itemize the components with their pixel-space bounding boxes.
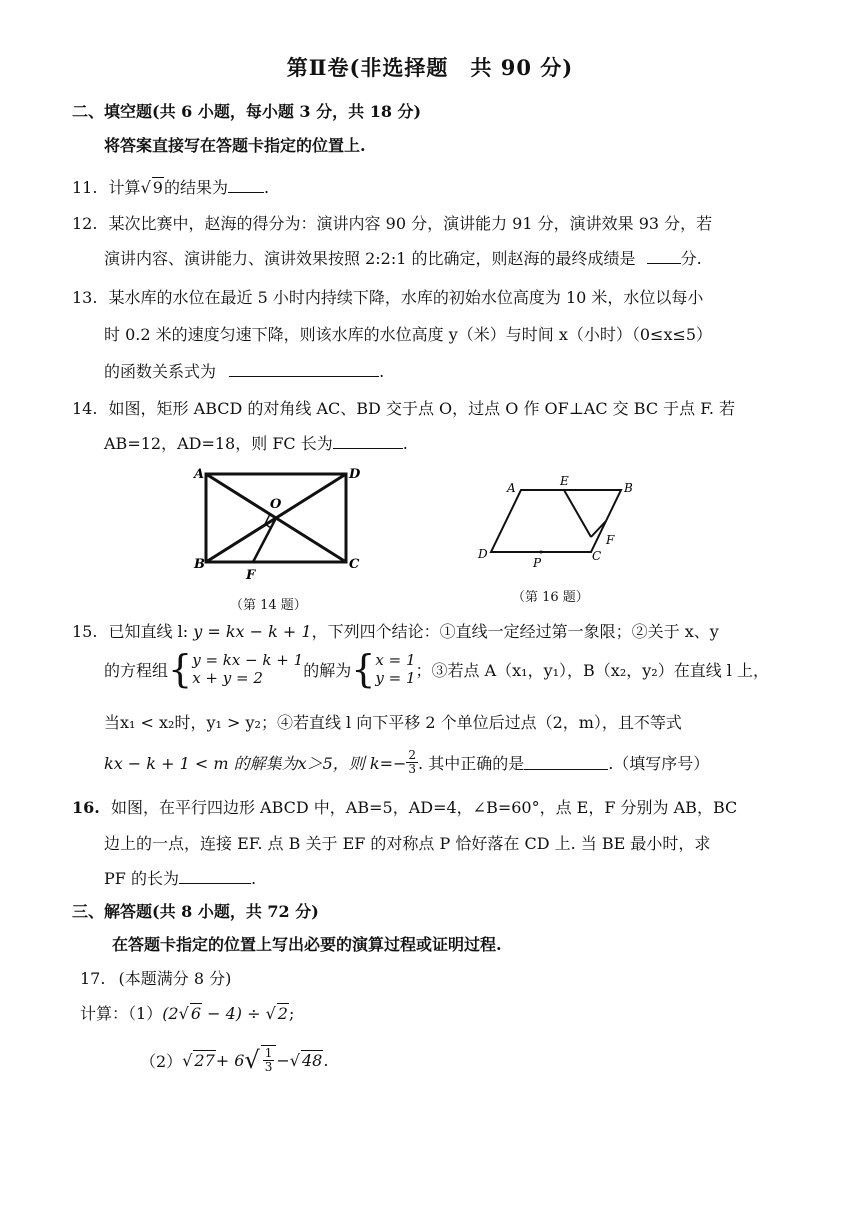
- question-17-part2: （2） √ 27 + 6 √ $\frac{1}{3}$ − √ 48 .: [140, 1046, 329, 1074]
- q16-number: 16.: [72, 798, 100, 817]
- q11-number: 11.: [72, 178, 98, 197]
- figure-16-caption: （第 16 题）: [512, 590, 589, 605]
- label-d: D: [349, 467, 361, 482]
- q12-answer-blank[interactable]: [647, 249, 681, 264]
- question-14-line1: 14. 如图，矩形 ABCD 的对角线 AC、BD 交于点 O，过点 O 作 OF⊥AC 交 BC 于点 F. 若: [72, 399, 736, 418]
- q13-answer-blank[interactable]: [229, 362, 379, 377]
- question-13-line3: 的函数关系式为 .: [104, 362, 385, 381]
- q17-fraction: $\frac{1}{3}$: [264, 1046, 273, 1074]
- label16-b: B: [624, 481, 633, 495]
- label16-a: A: [507, 481, 516, 495]
- question-16-line1: 16. 如图，在平行四边形 ABCD 中，AB=5，AD=4，∠B=60°，点 E，F 分别为 AB，BC: [72, 798, 738, 817]
- section2-instruction: 将答案直接写在答题卡指定的位置上.: [104, 136, 366, 155]
- question-12-line1: 12. 某次比赛中，赵海的得分为：演讲内容 90 分，演讲能力 91 分，演讲效果 93 分，若: [72, 214, 713, 233]
- label-o: O: [270, 497, 282, 512]
- figure-14-caption: （第 14 题）: [230, 598, 307, 613]
- question-14-line2: AB=12，AD=18，则 FC 长为 .: [104, 434, 408, 453]
- q14-number: 14.: [72, 399, 98, 418]
- q16-answer-blank[interactable]: [179, 869, 251, 884]
- question-13-line2: 时 0.2 米的速度匀速下降，则该水库的水位高度 y（米）与时间 x（小时）（0≤x≤5）: [104, 325, 713, 344]
- question-15-line1: 15. 已知直线 l: y = kx − k + 1，下列四个结论：①直线一定经过第一象限；②关于 x、y: [72, 622, 719, 641]
- figure-16-parallelogram: [470, 470, 640, 570]
- q15-number: 15.: [72, 622, 98, 641]
- question-11: 11. 计算√ 9的结果为 .: [72, 178, 270, 197]
- label16-c: C: [592, 549, 602, 563]
- label16-p: P: [533, 556, 542, 570]
- question-15-line4: kx − k + 1 < m 的解集为x＞5，则 k=− $\frac{2}{3}$ . 其中正确的是 .（填写序号）: [104, 748, 710, 776]
- q15-line-equation: y = kx − k + 1: [193, 622, 312, 641]
- q13-number: 13.: [72, 288, 98, 307]
- q11-post: 的结果为: [163, 178, 228, 197]
- figure-14-rectangle: [190, 462, 370, 587]
- q11-sqrt: √ 9: [140, 178, 163, 197]
- q11-pre: 计算: [108, 178, 141, 197]
- parallelogram-abcd: [491, 490, 621, 552]
- question-15-line3: 当x₁ < x₂时，y₁ > y₂；④若直线 l 向下平移 2 个单位后过点（2，m），且不等式: [104, 713, 682, 732]
- q15-equation-system: { y = kx − k + 1 x + y = 2: [168, 647, 304, 691]
- question-13-line1: 13. 某水库的水位在最近 5 小时内持续下降，水库的初始水位高度为 10 米，水位以每小: [72, 288, 704, 307]
- label-c: C: [349, 557, 360, 572]
- q15-fraction: $\frac{2}{3}$: [408, 748, 417, 776]
- label16-f: F: [606, 533, 615, 547]
- question-17-part1: 计算：（1）(2√ 6 − 4) ÷ √ 2;: [80, 1004, 295, 1023]
- question-16-line2: 边上的一点，连接 EF. 点 B 关于 EF 的对称点 P 恰好落在 CD 上. 当 BE 最小时，求: [104, 834, 711, 853]
- label-f: F: [246, 568, 256, 583]
- label16-d: D: [478, 547, 488, 561]
- point-p: [540, 551, 543, 554]
- q15-solution-system: { x = 1 y = 1: [351, 647, 416, 691]
- section3-instruction: 在答题卡指定的位置上写出必要的演算过程或证明过程.: [112, 935, 502, 954]
- q14-answer-blank[interactable]: [333, 434, 403, 449]
- page-title: 第Ⅱ卷(非选择题 共 90 分): [286, 55, 574, 80]
- question-12-line2: 演讲内容、演讲能力、演讲效果按照 2:2:1 的比确定，则赵海的最终成绩是 分.: [104, 249, 702, 268]
- question-16-line3: PF 的长为 .: [104, 869, 257, 888]
- section3-heading: 三、解答题(共 8 小题，共 72 分): [72, 902, 319, 921]
- q12-number: 12.: [72, 214, 98, 233]
- segment-ef: [564, 490, 591, 537]
- label-b: B: [194, 557, 205, 572]
- q17-number: 17.: [80, 969, 106, 988]
- q11-answer-blank[interactable]: [228, 178, 264, 193]
- q15-answer-blank[interactable]: [524, 755, 608, 770]
- label-a: A: [194, 467, 205, 482]
- question-15-line2: 的方程组 { y = kx − k + 1 x + y = 2 的解为 { x = 1 y = 1 ；③若点 A（x₁，y₁），B（x₂，y₂）在直线 l 上，: [104, 647, 769, 691]
- section2-heading: 二、填空题(共 6 小题，每小题 3 分，共 18 分): [72, 102, 422, 121]
- question-17-header: 17. (本题满分 8 分): [80, 969, 232, 988]
- label16-e: E: [560, 474, 569, 488]
